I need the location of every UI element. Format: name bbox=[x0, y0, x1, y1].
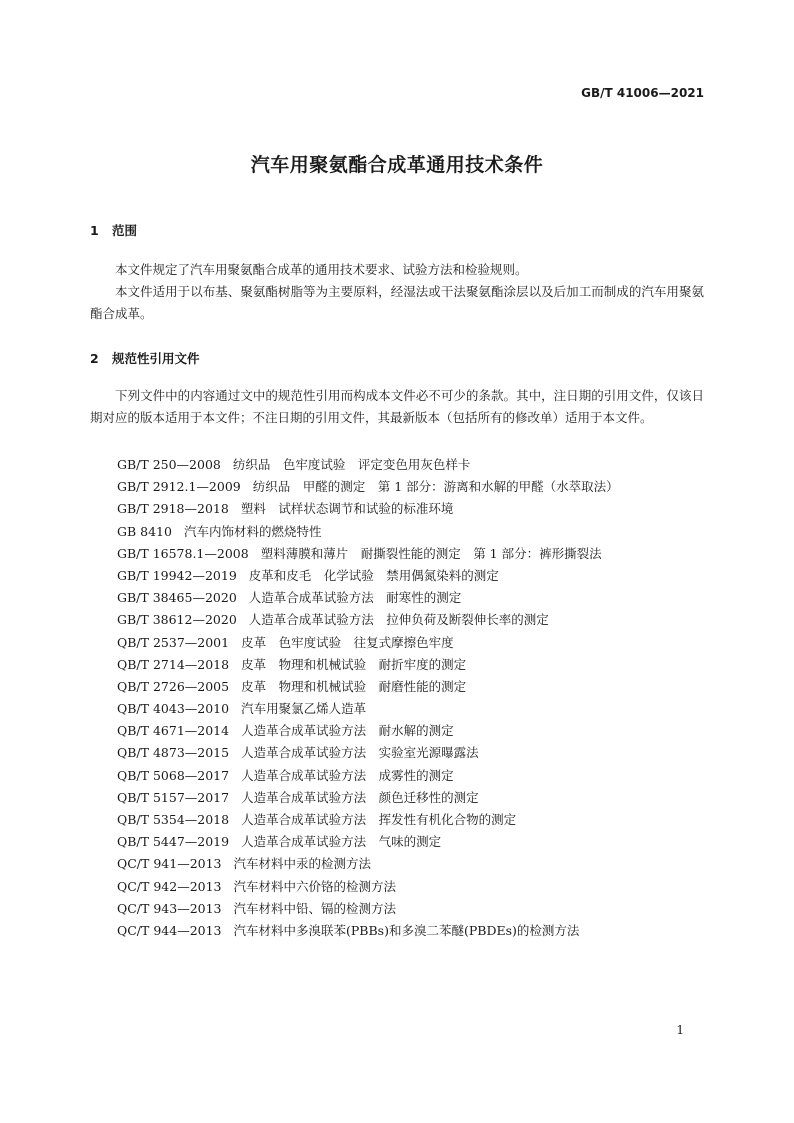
reference-title: 汽车材料中六价铬的检测方法 bbox=[233, 878, 397, 894]
reference-title: 人造革合成革试验方法 实验室光源曝露法 bbox=[241, 745, 479, 761]
reference-code: QB/T 4671—2014 bbox=[117, 723, 230, 739]
reference-item bbox=[117, 676, 619, 698]
section-1-heading bbox=[90, 221, 137, 239]
reference-title: 纺织品 甲醛的测定 第 1 部分：游离和水解的甲醛（水萃取法） bbox=[252, 479, 619, 495]
reference-code: GB/T 38612—2020 bbox=[117, 612, 237, 628]
reference-code: GB/T 250—2008 bbox=[117, 457, 221, 472]
reference-code: GB/T 38465—2020 bbox=[117, 590, 237, 606]
reference-title: 皮革 物理和机械试验 耐磨性能的测定 bbox=[241, 678, 467, 694]
reference-item bbox=[117, 876, 619, 898]
scope-paragraph-2: 本文件适用于以布基、聚氨酯树脂等为主要原料，经湿法或干法聚氨酯涂层以及后加工而制成的汽车用聚氨酯合成革。 bbox=[90, 284, 704, 321]
references-intro-paragraph: 下列文件中的内容通过文中的规范性引用而构成本文件必不可少的条款。其中，注日期的引用文件，仅该日期对应的版本适用于本文件；不注日期的引用文件，其最新版本（包括所有的修改单）适用于本文件。 bbox=[90, 388, 704, 425]
reference-code: QB/T 2714—2018 bbox=[117, 656, 230, 672]
reference-item bbox=[117, 521, 619, 543]
reference-code: QC/T 943—2013 bbox=[117, 900, 222, 916]
reference-item bbox=[117, 720, 619, 742]
standard-code: GB/T 41006—2021 bbox=[581, 86, 704, 100]
section-number: 2 bbox=[90, 351, 99, 366]
reference-code: QB/T 2726—2005 bbox=[117, 678, 230, 694]
reference-title: 皮革和皮毛 化学试验 禁用偶氮染料的测定 bbox=[248, 567, 499, 583]
reference-item bbox=[117, 742, 619, 764]
reference-title: 人造革合成革试验方法 气味的测定 bbox=[241, 834, 442, 850]
reference-title: 汽车材料中多溴联苯(PBBs)和多溴二苯醚(PBDEs)的检测方法 bbox=[233, 922, 580, 938]
reference-item bbox=[117, 587, 619, 609]
reference-code: QC/T 942—2013 bbox=[117, 878, 222, 894]
reference-title: 人造革合成革试验方法 拉伸负荷及断裂伸长率的测定 bbox=[248, 612, 549, 628]
reference-title: 人造革合成革试验方法 挥发性有机化合物的测定 bbox=[241, 812, 517, 827]
reference-title: 汽车材料中铅、镉的检测方法 bbox=[233, 900, 397, 916]
reference-title: 皮革 色牢度试验 往复式摩擦色牢度 bbox=[241, 634, 454, 650]
reference-title: 皮革 物理和机械试验 耐折牢度的测定 bbox=[241, 656, 467, 672]
reference-item bbox=[117, 765, 619, 787]
reference-title: 塑料 试样状态调节和试验的标准环境 bbox=[240, 501, 454, 517]
reference-code: QC/T 944—2013 bbox=[117, 922, 222, 938]
reference-code: QB/T 5157—2017 bbox=[117, 789, 230, 805]
page-number: 1 bbox=[676, 1023, 684, 1037]
reference-code: QC/T 941—2013 bbox=[117, 856, 222, 872]
section-title: 规范性引用文件 bbox=[112, 351, 200, 366]
reference-title: 纺织品 色牢度试验 评定变色用灰色样卡 bbox=[232, 457, 471, 472]
reference-title: 汽车用聚氯乙烯人造革 bbox=[241, 701, 367, 717]
reference-code: GB 8410 bbox=[117, 523, 172, 539]
section-number: 1 bbox=[90, 223, 99, 238]
reference-code: QB/T 2537—2001 bbox=[117, 634, 230, 650]
reference-code: GB/T 2912.1—2009 bbox=[117, 479, 241, 495]
reference-code: GB/T 2918—2018 bbox=[117, 501, 229, 517]
reference-item bbox=[117, 698, 619, 720]
reference-item bbox=[117, 920, 619, 942]
reference-item bbox=[117, 787, 619, 809]
reference-item bbox=[117, 809, 619, 831]
reference-title: 人造革合成革试验方法 成雾性的测定 bbox=[241, 767, 454, 783]
reference-item bbox=[117, 454, 619, 476]
normative-references-list bbox=[117, 454, 619, 942]
reference-title: 人造革合成革试验方法 耐寒性的测定 bbox=[248, 590, 462, 606]
reference-title: 塑料薄膜和薄片 耐撕裂性能的测定 第 1 部分：裤形撕裂法 bbox=[260, 545, 602, 561]
reference-item bbox=[117, 543, 619, 565]
reference-item bbox=[117, 565, 619, 587]
reference-item bbox=[117, 831, 619, 853]
reference-code: QB/T 5354—2018 bbox=[117, 812, 230, 827]
scope-paragraph-1: 本文件规定了汽车用聚氨酯合成革的通用技术要求、试验方法和检验规则。 bbox=[115, 262, 528, 277]
section-2-heading bbox=[90, 349, 200, 367]
reference-title: 汽车材料中汞的检测方法 bbox=[233, 856, 372, 872]
reference-title: 人造革合成革试验方法 颜色迁移性的测定 bbox=[241, 789, 479, 805]
document-title: 汽车用聚氨酯合成革通用技术条件 bbox=[250, 154, 544, 176]
reference-title: 人造革合成革试验方法 耐水解的测定 bbox=[241, 723, 454, 739]
reference-title: 汽车内饰材料的燃烧特性 bbox=[183, 523, 322, 539]
reference-code: QB/T 4043—2010 bbox=[117, 701, 230, 717]
reference-item bbox=[117, 609, 619, 631]
reference-item bbox=[117, 654, 619, 676]
reference-item bbox=[117, 498, 619, 520]
reference-item bbox=[117, 476, 619, 498]
reference-code: QB/T 5068—2017 bbox=[117, 767, 230, 783]
reference-code: GB/T 16578.1—2008 bbox=[117, 545, 249, 561]
reference-code: GB/T 19942—2019 bbox=[117, 567, 237, 583]
reference-code: QB/T 4873—2015 bbox=[117, 745, 230, 761]
reference-item bbox=[117, 898, 619, 920]
reference-code: QB/T 5447—2019 bbox=[117, 834, 230, 850]
section-title: 范围 bbox=[112, 223, 138, 238]
reference-item bbox=[117, 853, 619, 875]
reference-item bbox=[117, 632, 619, 654]
